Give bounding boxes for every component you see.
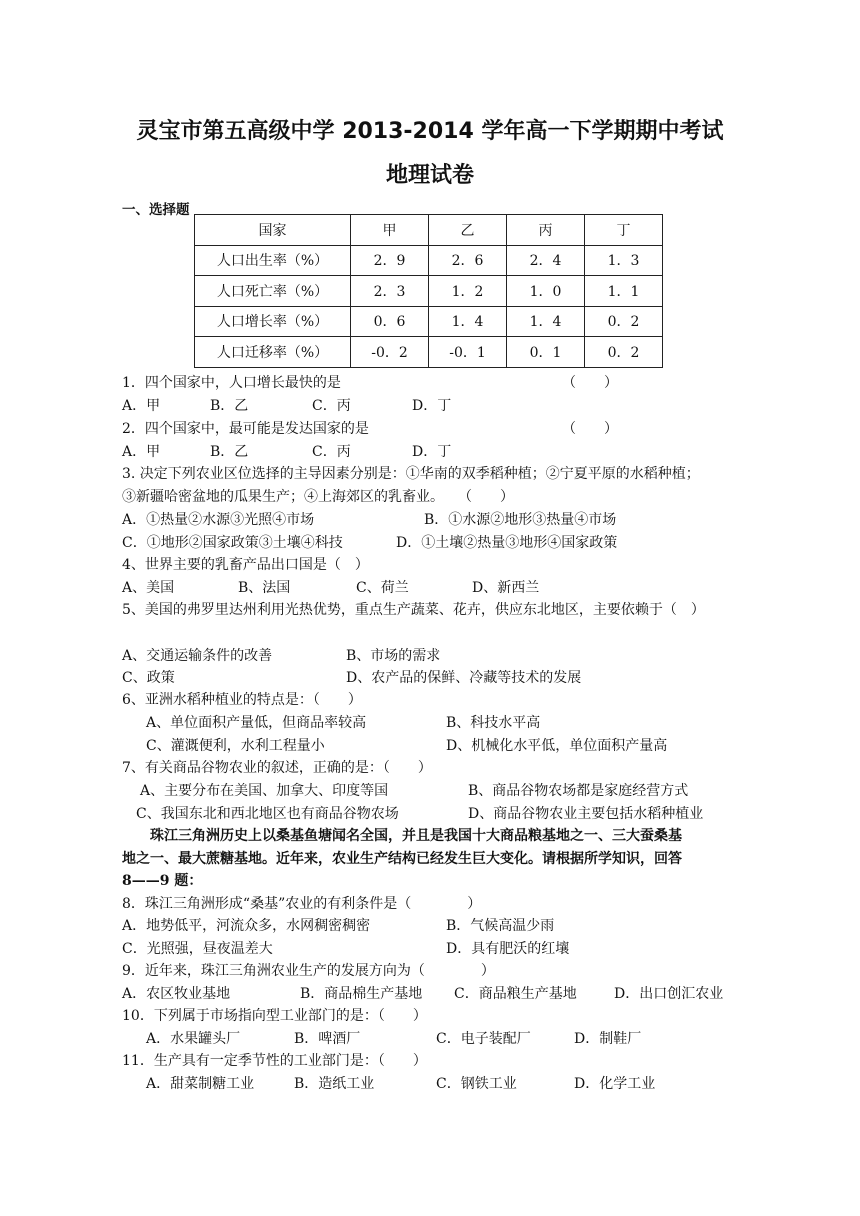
q10-stem: 10．下列属于市场指向型工业部门的是：（ ）	[122, 1008, 427, 1024]
q11-option-b: B．造纸工业	[294, 1076, 375, 1092]
table-cell: 0．6	[351, 306, 429, 337]
table-cell: -0．1	[429, 337, 507, 368]
q3-option-b: B．①水源②地形③热量④市场	[424, 512, 617, 528]
table-cell: 2．4	[507, 245, 585, 276]
q5-stem: 5、美国的弗罗里达州利用光热优势，重点生产蔬菜、花卉，供应东北地区，主要依赖于（ ）	[122, 602, 705, 618]
table-cell: -0．2	[351, 337, 429, 368]
q2-stem: 2．四个国家中，最可能是发达国家的是	[122, 421, 369, 437]
table-header: 丙	[507, 215, 585, 246]
q6-option-a: A、单位面积产量低，但商品率较高	[146, 715, 367, 731]
q2-answer-bracket: （ ）	[562, 421, 618, 437]
table-row	[195, 245, 663, 276]
q4-option-d: D、新西兰	[472, 580, 540, 596]
q8-stem: 8．珠江三角洲形成“桑基”农业的有利条件是（ ）	[122, 896, 482, 912]
table-cell: 1．4	[507, 306, 585, 337]
q7-option-d: D、商品谷物农业主要包括水稻种植业	[468, 806, 704, 822]
q1-option-a: A．甲	[122, 398, 161, 414]
table-cell: 1．4	[429, 306, 507, 337]
q1-answer-bracket: （ ）	[562, 375, 618, 391]
table-cell: 1．1	[585, 276, 663, 307]
q1-option-b: B．乙	[210, 398, 249, 414]
table-header-row	[195, 215, 663, 246]
q6-option-d: D、机械化水平低，单位面积产量高	[446, 738, 668, 754]
table-cell: 人口增长率（%）	[195, 306, 351, 337]
q4-option-a: A、美国	[122, 580, 175, 596]
q8-option-b: B．气候高温少雨	[446, 918, 555, 934]
q9-option-b: B．商品棉生产基地	[300, 986, 423, 1002]
q8-option-c: C．光照强，昼夜温差大	[122, 941, 273, 957]
q5-option-d: D、农产品的保鲜、冷藏等技术的发展	[346, 670, 582, 686]
table-cell: 1．3	[585, 245, 663, 276]
table-cell: 0．1	[507, 337, 585, 368]
q9-option-d: D．出口创汇农业	[614, 986, 724, 1002]
q11-option-d: D．化学工业	[574, 1076, 656, 1092]
q5-option-b: B、市场的需求	[346, 648, 441, 664]
table-cell: 0．2	[585, 337, 663, 368]
q11-option-c: C．钢铁工业	[436, 1076, 517, 1092]
q1-stem: 1．四个国家中，人口增长最快的是	[122, 375, 341, 391]
q11-stem: 11．生产具有一定季节性的工业部门是：（ ）	[122, 1053, 427, 1069]
q6-stem: 6、亚洲水稻种植业的特点是：（ ）	[122, 692, 362, 708]
table-cell: 人口出生率（%）	[195, 245, 351, 276]
table-cell: 2．6	[429, 245, 507, 276]
q1-option-d: D．丁	[412, 398, 452, 414]
table-header: 丁	[585, 215, 663, 246]
exam-title-line1: 灵宝市第五高级中学 2013-2014 学年高一下学期期中考试	[136, 119, 724, 144]
table-cell: 人口死亡率（%）	[195, 276, 351, 307]
table-header: 甲	[351, 215, 429, 246]
q4-option-b: B、法国	[238, 580, 291, 596]
table-cell: 1．0	[507, 276, 585, 307]
q10-option-d: D．制鞋厂	[574, 1031, 642, 1047]
table-header: 乙	[429, 215, 507, 246]
q5-option-a: A、交通运输条件的改善	[122, 648, 273, 664]
q7-option-c: C、我国东北和西北地区也有商品谷物农场	[136, 806, 399, 822]
q2-option-a: A．甲	[122, 444, 161, 460]
exam-title-line2: 地理试卷	[385, 163, 474, 188]
table-cell: 人口迁移率（%）	[195, 337, 351, 368]
table-cell: 2．9	[351, 245, 429, 276]
q2-option-c: C．丙	[312, 444, 351, 460]
q3-option-a: A．①热量②水源③光照④市场	[122, 512, 315, 528]
q2-option-d: D．丁	[412, 444, 452, 460]
section-heading: 一、选择题	[122, 202, 190, 218]
passage-line1: 珠江三角洲历史上以桑基鱼塘闻名全国，并且是我国十大商品粮基地之一、三大蚕桑基	[122, 828, 682, 844]
q5-option-c: C、政策	[122, 670, 175, 686]
passage-line3: 8——9 题：	[122, 873, 203, 889]
q11-option-a: A．甜菜制糖工业	[146, 1076, 255, 1092]
q3-option-c: C．①地形②国家政策③土壤④科技	[122, 535, 343, 551]
table-cell: 0．2	[585, 306, 663, 337]
q9-option-c: C．商品粮生产基地	[454, 986, 577, 1002]
table-row	[195, 337, 663, 368]
q10-option-a: A．水果罐头厂	[146, 1031, 241, 1047]
q3-stem-line2: ③新疆哈密盆地的瓜果生产；④上海郊区的乳畜业。 （ ）	[122, 489, 514, 505]
q9-stem: 9．近年来，珠江三角洲农业生产的发展方向为（ ）	[122, 963, 495, 979]
q9-option-a: A．农区牧业基地	[122, 986, 231, 1002]
q3-stem-line1: 3. 决定下列农业区位选择的主导因素分别是：①华南的双季稻种植；②宁夏平原的水稻种植；	[122, 466, 700, 482]
table-cell: 2．3	[351, 276, 429, 307]
passage-line2: 地之一、最大蔗糖基地。近年来，农业生产结构已经发生巨大变化。请根据所学知识，回答	[122, 851, 682, 867]
table-row	[195, 276, 663, 307]
q1-option-c: C．丙	[312, 398, 351, 414]
q7-option-a: A、主要分布在美国、加拿大、印度等国	[140, 783, 389, 799]
q4-option-c: C、荷兰	[356, 580, 409, 596]
q8-option-d: D．具有肥沃的红壤	[446, 941, 570, 957]
q3-option-d: D．①土壤②热量③地形④国家政策	[396, 535, 618, 551]
q7-option-b: B、商品谷物农场都是家庭经营方式	[468, 783, 689, 799]
q6-option-c: C、灌溉便利，水利工程量小	[146, 738, 325, 754]
q10-option-b: B．啤酒厂	[294, 1031, 361, 1047]
q6-option-b: B、科技水平高	[446, 715, 541, 731]
q8-option-a: A．地势低平，河流众多，水网稠密稠密	[122, 918, 371, 934]
population-table	[194, 214, 663, 368]
table-header: 国家	[195, 215, 351, 246]
q2-option-b: B．乙	[210, 444, 249, 460]
q10-option-c: C．电子装配厂	[436, 1031, 531, 1047]
table-row	[195, 306, 663, 337]
q4-stem: 4、世界主要的乳畜产品出口国是（ ）	[122, 557, 369, 573]
q7-stem: 7、有关商品谷物农业的叙述，正确的是：（ ）	[122, 760, 432, 776]
table-cell: 1．2	[429, 276, 507, 307]
